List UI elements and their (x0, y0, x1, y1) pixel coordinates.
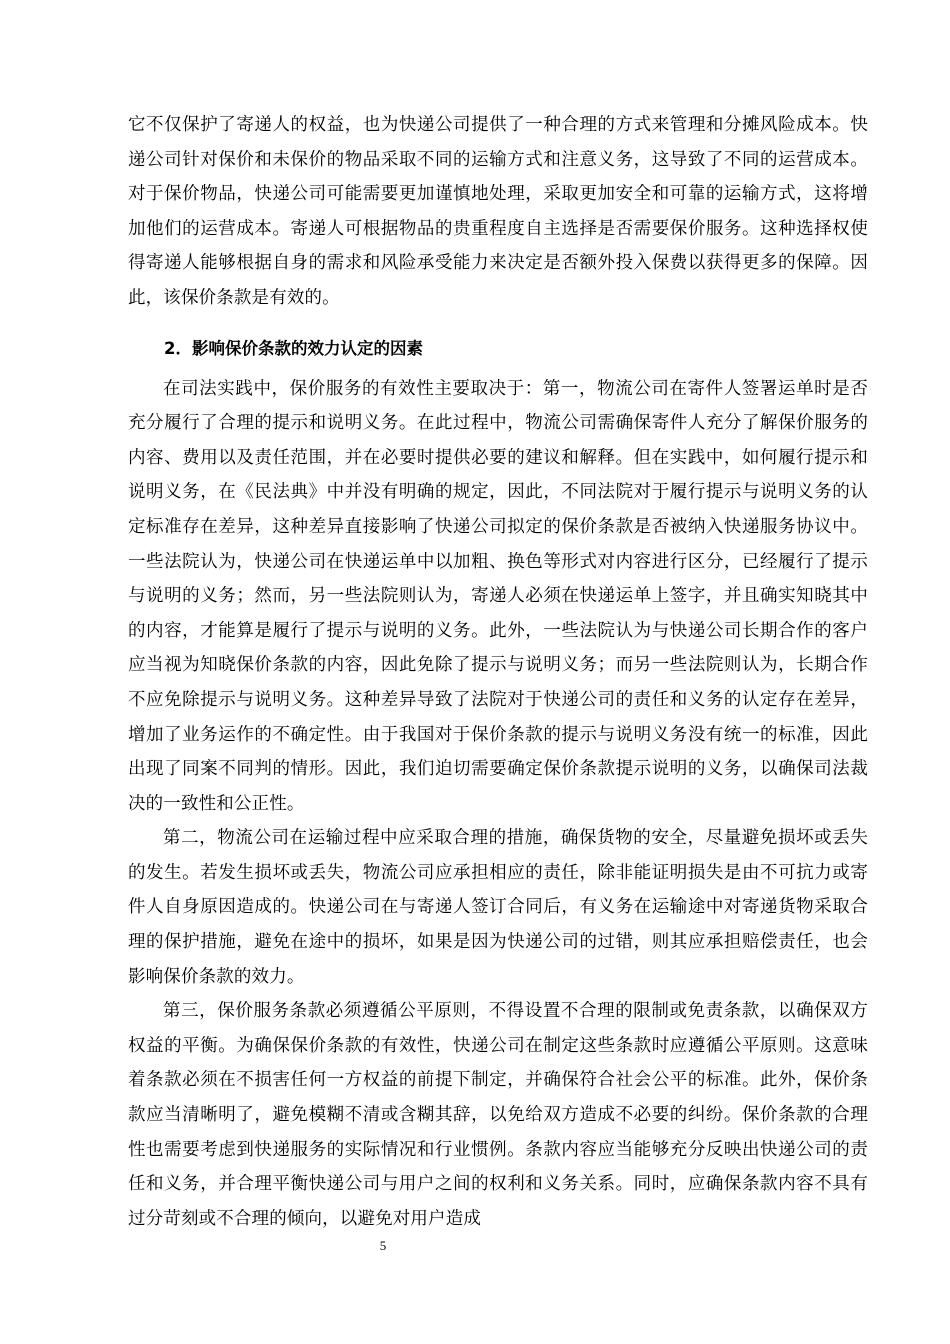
paragraph-continuation: 它不仅保护了寄递人的权益，也为快递公司提供了一种合理的方式来管理和分摊风险成本。快递公司针对保价和未保价的物品采取不同的运输方式和注意义务，这导致了不同的运营成本。对于保价物品，快递公司可能需要更加谨慎地处理，采取更加安全和可靠的运输方式，这将增加他们的运营成本。寄递人可根据物品的贵重程度自主选择是否需要保价服务。这种选择权使得寄递人能够根据自身的需求和风险承受能力来决定是否额外投入保费以获得更多的保障。因此，该保价条款是有效的。 (128, 115, 868, 308)
page-number: 5 (379, 1238, 387, 1253)
section-heading: 2．影响保价条款的效力认定的因素 (164, 338, 423, 358)
document-body (128, 108, 868, 1236)
paragraph-second-factor: 第二，物流公司在运输过程中应采取合理的措施，确保货物的安全，尽量避免损坏或丢失的发生。若发生损坏或丢失，物流公司应承担相应的责任，除非能证明损失是由不可抗力或寄件人自身原因造成的。快递公司在与寄递人签订合同后，有义务在运输途中对寄递货物采取合理的保护措施，避免在途中的损坏，如果是因为快递公司的过错，则其应承担赔偿责任，也会影响保价条款的效力。 (128, 828, 868, 987)
paragraph-third-factor: 第三，保价服务条款必须遵循公平原则，不得设置不合理的限制或免责条款，以确保双方权益的平衡。为确保保价条款的有效性，快递公司在制定这些条款时应遵循公平原则。这意味着条款必须在不损害任何一方权益的前提下制定，并确保符合社会公平的标准。此外，保价条款应当清晰明了，避免模糊不清或含糊其辞，以免给双方造成不必要的纠纷。保价条款的合理性也需要考虑到快递服务的实际情况和行业惯例。条款内容应当能够充分反映出快递公司的责任和义务，并合理平衡快递公司与用户之间的权利和义务关系。同时，应确保条款内容不具有过分苛刻或不合理的倾向，以避免对用户造成 (128, 1001, 868, 1229)
paragraph-first-factor: 在司法实践中，保价服务的有效性主要取决于：第一，物流公司在寄件人签署运单时是否充分履行了合理的提示和说明义务。在此过程中，物流公司需确保寄件人充分了解保价服务的内容、费用以及责任范围，并在必要时提供必要的建议和解释。但在实践中，如何履行提示和说明义务，在《民法典》中并没有明确的规定，因此，不同法院对于履行提示与说明义务的认定标准存在差异，这种差异直接影响了快递公司拟定的保价条款是否被纳入快递服务协议中。一些法院认为，快递公司在快递运单中以加粗、换色等形式对内容进行区分，已经履行了提示与说明的义务；然而，另一些法院则认为，寄递人必须在快递运单上签字，并且确实知晓其中的内容，才能算是履行了提示与说明的义务。此外，一些法院认为与快递公司长期合作的客户应当视为知晓保价条款的内容，因此免除了提示与说明义务；而另一些法院则认为，长期合作不应免除提示与说明义务。这种差异导致了法院对于快递公司的责任和义务的认定存在差异，增加了业务运作的不确定性。由于我国对于保价条款的提示与说明义务没有统一的标准，因此出现了同案不同判的情形。因此，我们迫切需要确定保价条款提示说明的义务，以确保司法裁决的一致性和公正性。 (128, 378, 868, 814)
